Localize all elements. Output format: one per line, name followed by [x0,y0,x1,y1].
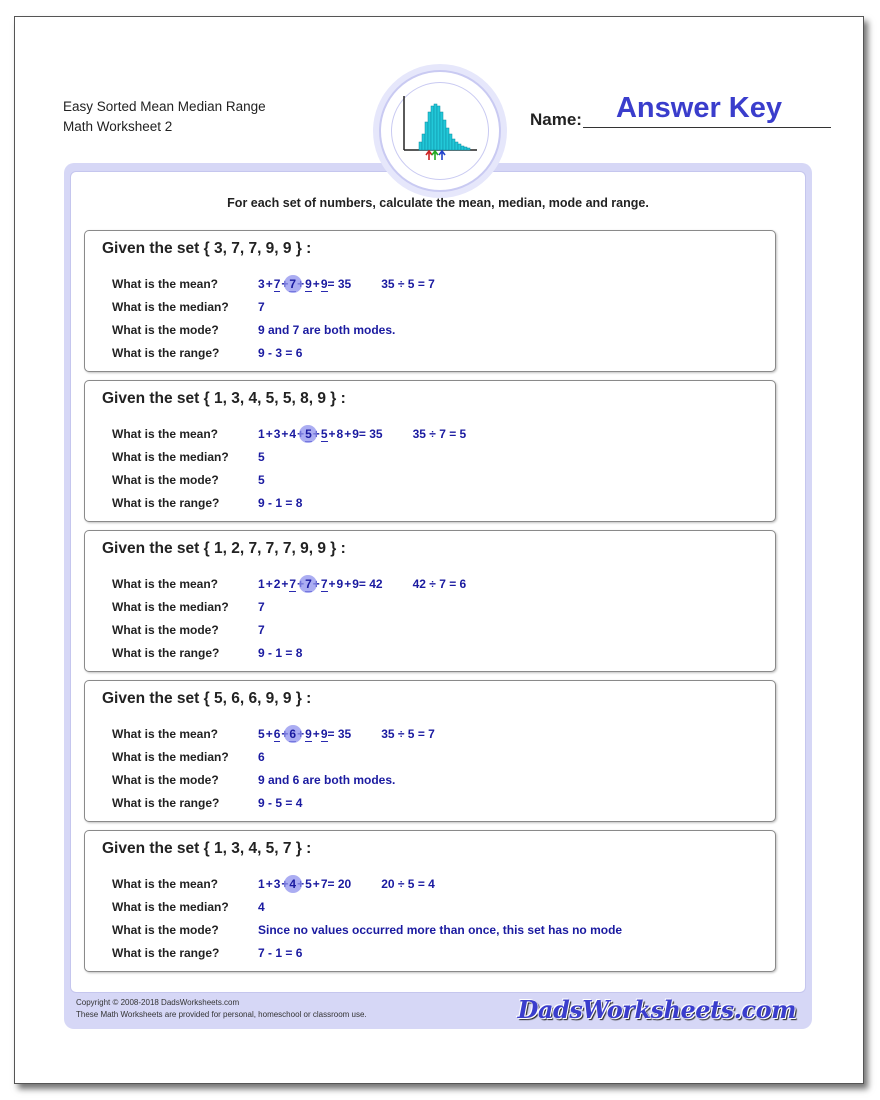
range-answer: 9 - 1 = 8 [258,496,303,510]
title-line-1: Easy Sorted Mean Median Range [63,99,266,114]
mean-division: 35 ÷ 7 = 5 [412,427,467,441]
median-question: What is the median? [112,300,229,314]
median-highlight: 4 [289,877,297,891]
problem-5 [84,830,776,972]
mean-sum: 1+2+7+7+7+9+9= 42 [258,577,383,591]
mean-answer [258,277,435,292]
median-question: What is the median? [112,600,229,614]
instructions: For each set of numbers, calculate the mean, median, mode and range. [227,196,649,210]
range-question: What is the range? [112,496,220,510]
range-answer: 9 - 1 = 8 [258,646,303,660]
mean-answer [258,877,435,891]
mean-question: What is the mean? [112,877,219,891]
problem-3 [84,530,776,672]
range-question: What is the range? [112,646,220,660]
histogram-logo [379,70,501,192]
mean-answer [258,577,466,592]
range-question: What is the range? [112,796,220,810]
mean-division: 42 ÷ 7 = 6 [412,577,467,591]
problem-title: Given the set { 3, 7, 7, 9, 9 } : [102,240,312,257]
median-highlight: 7 [305,577,312,591]
median-answer: 5 [258,450,265,464]
mean-sum: 5+6+6+9+9= 35 [258,727,352,741]
mode-question: What is the mode? [112,773,219,787]
mean-answer [258,427,466,442]
range-answer: 9 - 5 = 4 [258,796,303,810]
median-highlight: 5 [305,427,312,441]
mean-question: What is the mean? [112,277,219,291]
mean-sum: 1+3+4+5+5+8+9= 35 [258,427,383,441]
problem-title: Given the set { 1, 3, 4, 5, 5, 8, 9 } : [102,390,346,407]
median-answer: 4 [258,900,265,914]
mode-question: What is the mode? [112,473,219,487]
problem-title: Given the set { 1, 2, 7, 7, 7, 9, 9 } : [102,540,346,557]
range-answer: 7 - 1 = 6 [258,946,303,960]
median-answer: 6 [258,750,265,764]
mode-answer: 9 and 6 are both modes. [258,773,396,787]
worksheet-title [63,97,266,137]
worksheet-body [70,171,806,993]
mode-question: What is the mode? [112,623,219,637]
histogram-icon [401,94,479,160]
usage-notice: These Math Worksheets are provided for personal, homeschool or classroom use. [76,1010,367,1019]
problem-title: Given the set { 5, 6, 6, 9, 9 } : [102,690,312,707]
mode-answer: 9 and 7 are both modes. [258,323,396,337]
mean-question: What is the mean? [112,577,219,591]
problem-1 [84,230,776,372]
range-question: What is the range? [112,946,220,960]
mode-question: What is the mode? [112,323,219,337]
median-highlight: 6 [289,727,297,741]
median-answer: 7 [258,600,265,614]
mean-question: What is the mean? [112,427,219,441]
median-question: What is the median? [112,450,229,464]
mean-division: 35 ÷ 5 = 7 [381,727,435,741]
mode-answer: Since no values occurred more than once, this set has no mode [258,923,623,937]
mean-division: 35 ÷ 5 = 7 [381,277,435,291]
mode-answer: 7 [258,623,265,637]
worksheet-frame [64,163,812,1029]
name-line [583,127,831,128]
title-line-2: Math Worksheet 2 [63,119,173,134]
footer-text [76,997,367,1021]
range-answer: 9 - 3 = 6 [258,346,303,360]
mean-question: What is the mean? [112,727,219,741]
mean-sum: 3+7+7+9+9= 35 [258,277,352,291]
mean-answer [258,727,435,742]
mode-answer: 5 [258,473,265,487]
dadsworksheets-logo: DadsWorksheets.com [517,995,796,1024]
problem-2 [84,380,776,522]
mode-question: What is the mode? [112,923,219,937]
mean-division: 20 ÷ 5 = 4 [381,877,435,891]
name-label: Name: [530,110,582,129]
copyright-text: Copyright © 2008-2018 DadsWorksheets.com [76,998,240,1007]
answer-key-text: Answer Key [615,92,782,124]
range-question: What is the range? [112,346,220,360]
median-answer: 7 [258,300,265,314]
median-question: What is the median? [112,900,229,914]
problem-4 [84,680,776,822]
mean-sum: 1+3+4+5+7= 20 [258,877,352,891]
median-question: What is the median? [112,750,229,764]
median-highlight: 7 [289,277,297,291]
problem-title: Given the set { 1, 3, 4, 5, 7 } : [102,840,312,857]
